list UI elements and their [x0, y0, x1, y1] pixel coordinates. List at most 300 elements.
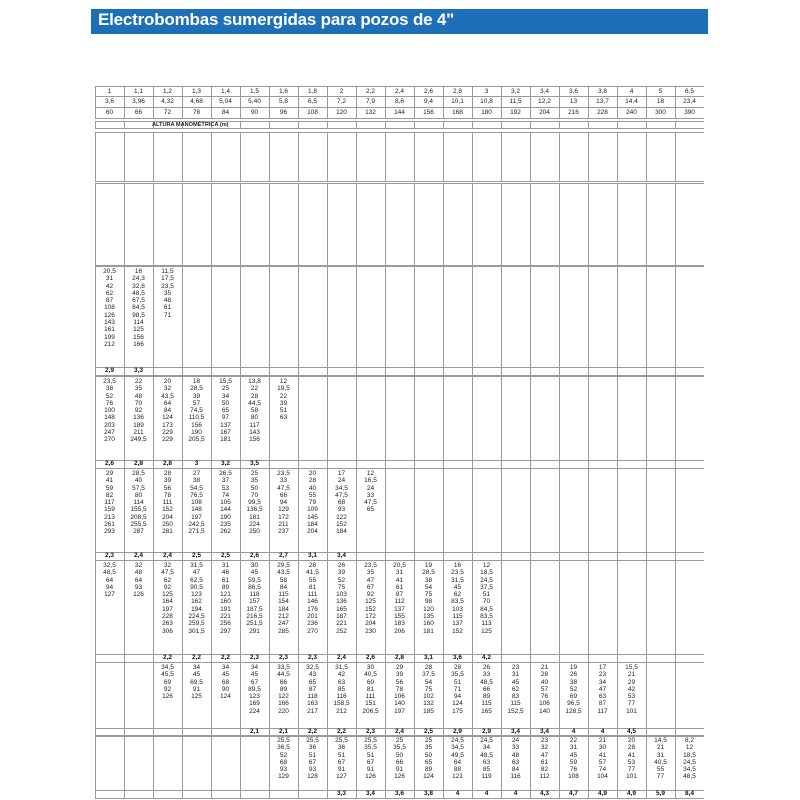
header-cell: 144	[394, 109, 405, 116]
grid-line	[240, 86, 241, 118]
table-cell: 28 37,5 54 75 102 132 185	[422, 664, 435, 715]
table-cell: 24,5 34 48,5 63 85 119	[480, 737, 493, 781]
grid-line	[298, 376, 299, 468]
grid-line	[559, 86, 560, 118]
table-subtotal: 3,5	[249, 460, 260, 467]
grid-line	[443, 121, 444, 128]
table-cell: 26,5 37 53 74 105 144 190 235 262	[219, 470, 232, 536]
table-subtotal: 2,2	[336, 728, 347, 735]
table-subtotal: 2,4	[336, 654, 347, 661]
grid-line	[443, 376, 444, 468]
grid-line	[298, 132, 299, 181]
grid-line	[211, 266, 212, 375]
header-cell: 3,8	[597, 88, 608, 95]
grid-line	[153, 183, 154, 265]
table-cell: 20 28 40 55 79 109 145 184 204	[307, 470, 318, 536]
grid-line	[327, 121, 328, 128]
header-cell: 156	[423, 109, 434, 116]
grid-line	[617, 266, 618, 375]
grid-line	[269, 266, 270, 375]
table-cell: 17 24 34,5 47,5 68 93 122 152 184	[335, 470, 348, 536]
table-subtotal: 4,9	[597, 790, 608, 797]
grid-line	[95, 266, 704, 267]
grid-line	[240, 183, 241, 265]
table-cell: 30 40,5 60 81 111 151 206,5	[362, 664, 379, 715]
grid-line	[588, 121, 589, 128]
table-cell: 20,5 31 41 61 87 112 137 155 183 206	[393, 562, 406, 635]
table-cell: 12 19,5 22 39 51 63	[277, 378, 290, 422]
grid-line	[472, 121, 473, 128]
grid-line	[95, 121, 96, 128]
table-cell: 12 16,5 24 33 47,5 65	[364, 470, 377, 514]
header-cell: 1,4	[220, 88, 231, 95]
grid-line	[356, 376, 357, 468]
header-cell: 8,6	[394, 98, 405, 105]
grid-line	[414, 121, 415, 128]
table-subtotal: 2,1	[278, 728, 289, 735]
header-cell: 1,3	[191, 88, 202, 95]
header-cell: 2,2	[365, 88, 376, 95]
table-subtotal: 3,4	[510, 728, 521, 735]
table-subtotal: 3,4	[336, 552, 347, 559]
table-subtotal: 2,6	[104, 460, 115, 467]
grid-line	[95, 132, 96, 181]
table-cell: 34 45 69,5 91 125	[190, 664, 203, 701]
header-cell: 5,8	[278, 98, 289, 105]
table-cell: 28 41,5 55 81 111 146 176 201 236 270	[306, 562, 319, 635]
grid-line	[95, 183, 96, 265]
grid-line	[472, 468, 473, 560]
header-cell: 1	[107, 88, 112, 95]
grid-line	[240, 266, 241, 375]
grid-line	[385, 468, 386, 560]
table-cell: 23 32 47 61 82 112	[539, 737, 550, 781]
grid-line	[182, 735, 183, 798]
grid-line	[646, 86, 647, 118]
header-cell: 4,32	[161, 98, 174, 105]
table-cell: 14,5 21 31 40,5 55 77	[654, 737, 667, 781]
header-cell: 108	[307, 109, 318, 116]
table-subtotal: 2,2	[220, 654, 231, 661]
table-cell: 15,5 25 34 50 65 97 137 167 181	[219, 378, 232, 444]
table-subtotal: 2,3	[104, 552, 115, 559]
table-cell: 19 26 38 52 69 96,5 128,5	[565, 664, 582, 715]
grid-line	[443, 468, 444, 560]
table-subtotal: 2,8	[162, 460, 173, 467]
grid-line	[675, 560, 676, 662]
page-title: Electrobombas sumergidas para pozos de 4"	[98, 10, 455, 29]
grid-line	[617, 183, 618, 265]
header-cell: 2	[339, 88, 344, 95]
table-subtotal: 4,7	[568, 790, 579, 797]
header-cell: 2,8	[452, 88, 463, 95]
table-cell: 22 35 48 70 92 136 189 211 249,5	[130, 378, 147, 444]
table-subtotal: 2,4	[162, 552, 173, 559]
grid-line	[95, 662, 704, 663]
grid-line	[617, 121, 618, 128]
table-cell: 19 28,5 38 54 75 98 120 135 160 181	[422, 562, 435, 635]
grid-line	[646, 376, 647, 468]
table-subtotal: 3,3	[133, 367, 144, 374]
table-cell: 24 33 48 63 84 116	[510, 737, 521, 781]
header-cell: 168	[452, 109, 463, 116]
grid-line	[95, 132, 704, 133]
table-subtotal: 2,2	[307, 728, 318, 735]
grid-line	[501, 132, 502, 181]
grid-line	[95, 468, 704, 469]
table-cell: 34 45 68 90 124	[220, 664, 231, 701]
grid-line	[211, 86, 212, 118]
table-cell: 13,8 22 28 44,5 58 80 117 143 156	[248, 378, 261, 444]
table-subtotal: 3,6	[394, 790, 405, 797]
grid-line	[153, 735, 154, 798]
table-cell: 33,5 44,5 66 89 122 166 220	[277, 664, 290, 715]
grid-line	[124, 86, 125, 118]
table-subtotal: 2,4	[394, 728, 405, 735]
grid-line	[501, 183, 502, 265]
table-subtotal: 2,5	[191, 552, 202, 559]
header-cell: 11,5	[509, 98, 522, 105]
header-cell: 1,5	[249, 88, 260, 95]
grid-line	[617, 376, 618, 468]
table-cell: 20 32 43,5 64 84 124 173 229 229	[161, 378, 174, 444]
table-subtotal: 4	[571, 728, 576, 735]
table-subtotal: 4	[600, 728, 605, 735]
grid-line	[414, 86, 415, 118]
table-cell: 34 45 67 89,5 123 169 224	[248, 664, 261, 715]
grid-line	[559, 121, 560, 128]
header-cell: 180	[481, 109, 492, 116]
grid-line	[443, 183, 444, 265]
table-subtotal: 2,1	[249, 728, 260, 735]
table-subtotal: 4,3	[539, 790, 550, 797]
unit-label: ALTURA MANOMÉTRICA (m)	[152, 122, 229, 128]
grid-line	[646, 121, 647, 128]
grid-line	[182, 183, 183, 265]
table-cell: 30 45 59,5 86,5 118 157 187,5 216,5 251,5 291	[246, 562, 263, 635]
table-cell: 16 23,5 31,5 45 62 83,5 103 115 137 152	[451, 562, 464, 635]
header-cell: 90	[250, 109, 259, 116]
header-cell: 1,2	[162, 88, 173, 95]
grid-line	[443, 266, 444, 375]
table-subtotal: 8,4	[684, 790, 695, 797]
grid-line	[414, 132, 415, 181]
table-subtotal: 4,2	[481, 654, 492, 661]
grid-line	[414, 376, 415, 468]
grid-line	[95, 86, 96, 118]
table-cell: 12 18,5 24,5 37,5 51 70 84,5 83,5 113 125	[480, 562, 493, 635]
header-cell: 60	[105, 109, 114, 116]
grid-line	[559, 183, 560, 265]
grid-line	[675, 183, 676, 265]
table-cell: 23,5 35 47 67 92 125 152 172 204 230	[364, 562, 377, 635]
grid-line	[501, 376, 502, 468]
table-cell: 34,5 45,5 69 92 126	[161, 664, 174, 701]
table-subtotal: 2,8	[133, 460, 144, 467]
grid-line	[153, 132, 154, 181]
grid-line	[240, 121, 241, 128]
grid-line	[182, 86, 183, 118]
header-cell: 96	[279, 109, 288, 116]
header-cell: 10,8	[480, 98, 493, 105]
table-subtotal: 4	[484, 790, 489, 797]
header-cell: 204	[539, 109, 550, 116]
grid-line	[124, 183, 125, 265]
grid-line	[675, 121, 676, 128]
grid-line	[414, 183, 415, 265]
grid-line	[501, 86, 502, 118]
grid-line	[95, 181, 704, 182]
grid-line	[385, 266, 386, 375]
grid-line	[559, 266, 560, 375]
grid-line	[530, 468, 531, 560]
table-cell: 28 35,5 51 71 94 124 175	[451, 664, 464, 715]
table-cell: 23 31 45 62 83 115 152,5	[507, 664, 524, 715]
header-cell: 3,6	[104, 98, 115, 105]
header-cell: 390	[684, 109, 695, 116]
table-cell: 25 35 50 65 89 124	[423, 737, 434, 781]
grid-line	[95, 376, 704, 377]
grid-line	[501, 468, 502, 560]
grid-line	[124, 735, 125, 798]
grid-line	[385, 183, 386, 265]
header-cell: 3	[484, 88, 489, 95]
grid-line	[240, 735, 241, 798]
grid-line	[124, 662, 125, 736]
table-subtotal: 2,2	[162, 654, 173, 661]
grid-line	[559, 468, 560, 560]
grid-line	[501, 121, 502, 128]
header-cell: 132	[365, 109, 376, 116]
header-cell: 72	[163, 109, 172, 116]
grid-line	[385, 376, 386, 468]
grid-line	[95, 798, 704, 799]
grid-line	[356, 132, 357, 181]
header-cell: 6,5	[684, 88, 695, 95]
header-cell: 1,1	[133, 88, 144, 95]
table-cell: 32 48 64 93 126	[133, 562, 144, 599]
grid-line	[356, 121, 357, 128]
header-cell: 216	[568, 109, 579, 116]
grid-line	[588, 376, 589, 468]
table-subtotal: 2,2	[191, 654, 202, 661]
grid-line	[95, 735, 704, 736]
table-cell: 25,5 36 51 67 91 127	[335, 737, 348, 781]
grid-line	[269, 132, 270, 181]
table-cell: 21 28 40 57 76 106 140	[539, 664, 550, 715]
grid-line	[530, 266, 531, 375]
grid-line	[617, 560, 618, 662]
table-cell: 25,5 36 51 67 93 128	[306, 737, 319, 781]
grid-line	[559, 560, 560, 662]
table-subtotal: 2,6	[249, 552, 260, 559]
table-cell: 29,5 43,5 58 84 115 154 184 212 247 285	[277, 562, 290, 635]
table-subtotal: 4	[513, 790, 518, 797]
grid-line	[269, 183, 270, 265]
table-subtotal: 2,3	[307, 654, 318, 661]
grid-line	[617, 468, 618, 560]
table-cell: 32,5 48,5 64 94 127	[103, 562, 116, 599]
grid-line	[501, 266, 502, 375]
grid-line	[530, 183, 531, 265]
table-subtotal: 3,2	[220, 460, 231, 467]
header-cell: 1,8	[307, 88, 318, 95]
grid-line	[675, 132, 676, 181]
table-cell: 17 23 34 47 63 87 117	[597, 664, 608, 715]
grid-line	[153, 86, 154, 118]
table-subtotal: 3,1	[423, 654, 434, 661]
header-cell: 5	[658, 88, 663, 95]
grid-line	[646, 662, 647, 736]
header-cell: 3,6	[568, 88, 579, 95]
table-subtotal: 4,9	[626, 790, 637, 797]
grid-line	[646, 560, 647, 662]
table-cell: 29 39 56 78 106 140 197	[394, 664, 405, 715]
grid-line	[675, 468, 676, 560]
header-cell: 13	[569, 98, 578, 105]
grid-line	[385, 132, 386, 181]
table-cell: 11,5 17,5 23,5 35 48 61 71	[161, 268, 174, 319]
grid-line	[472, 183, 473, 265]
grid-line	[588, 86, 589, 118]
grid-line	[472, 266, 473, 375]
header-cell: 228	[597, 109, 608, 116]
table-subtotal: 4,5	[626, 728, 637, 735]
grid-line	[356, 183, 357, 265]
grid-line	[646, 132, 647, 181]
table-cell: 24,5 34,5 49,5 64 88 121	[451, 737, 464, 781]
grid-line	[588, 468, 589, 560]
table-subtotal: 4	[455, 790, 460, 797]
table-cell: 25 35,5 50 66 91 126	[393, 737, 406, 781]
table-cell: 32 47,5 62 92 125 164 197 228 263 306	[161, 562, 174, 635]
header-cell: 4,68	[190, 98, 203, 105]
grid-line	[385, 121, 386, 128]
grid-line	[646, 266, 647, 375]
table-subtotal: 2,9	[481, 728, 492, 735]
grid-line	[327, 86, 328, 118]
grid-line	[559, 132, 560, 181]
table-cell: 20,5 31 42 62 87 108 126 143 161 199 212	[103, 268, 116, 348]
table-cell: 29 41 59 82 117 159 213 261 293	[104, 470, 115, 536]
table-subtotal: 2,9	[452, 728, 463, 735]
grid-line	[617, 132, 618, 181]
performance-table	[95, 0, 704, 800]
table-cell: 18 28,5 39 57 74,5 110,5 156 190 205,5	[188, 378, 205, 444]
table-subtotal: 3,4	[365, 790, 376, 797]
table-cell: 8,2 12 18,5 24,5 34,5 48,5	[683, 737, 696, 781]
grid-line	[269, 86, 270, 118]
grid-line	[675, 86, 676, 118]
grid-line	[95, 118, 704, 119]
header-cell: 5,40	[248, 98, 261, 105]
table-subtotal: 3,1	[307, 552, 318, 559]
header-cell: 12,2	[538, 98, 551, 105]
table-subtotal: 2,9	[104, 367, 115, 374]
grid-line	[414, 468, 415, 560]
table-cell: 25,5 35,5 51 67 91 126	[364, 737, 377, 781]
header-cell: 2,4	[394, 88, 405, 95]
header-cell: 3,4	[539, 88, 550, 95]
header-cell: 3,96	[132, 98, 145, 105]
table-subtotal: 2,8	[394, 654, 405, 661]
table-subtotal: 2,3	[365, 728, 376, 735]
header-cell: 7,2	[336, 98, 347, 105]
grid-line	[675, 662, 676, 736]
table-subtotal: 2,5	[423, 728, 434, 735]
header-cell: 4	[629, 88, 634, 95]
grid-line	[95, 128, 704, 129]
grid-line	[646, 183, 647, 265]
grid-line	[95, 367, 704, 368]
table-subtotal: 5,9	[655, 790, 666, 797]
header-cell: 7,9	[365, 98, 376, 105]
table-subtotal: 3,6	[452, 654, 463, 661]
grid-line	[588, 560, 589, 662]
grid-line	[443, 86, 444, 118]
grid-line	[356, 266, 357, 375]
table-subtotal: 2,7	[278, 552, 289, 559]
header-cell: 3,2	[510, 88, 521, 95]
grid-line	[95, 662, 96, 736]
table-cell: 23,5 38 52 76 100 148 203 247 270	[103, 378, 116, 444]
grid-line	[617, 86, 618, 118]
table-subtotal: 2,3	[278, 654, 289, 661]
grid-line	[472, 86, 473, 118]
grid-line	[182, 132, 183, 181]
header-cell: 300	[655, 109, 666, 116]
grid-line	[95, 735, 96, 798]
header-cell: 10,1	[451, 98, 464, 105]
grid-line	[211, 735, 212, 798]
header-cell: 66	[134, 109, 143, 116]
table-cell: 27 38 54,5 76,5 108 148 197 242,5 271,5	[188, 470, 205, 536]
grid-line	[501, 560, 502, 662]
header-cell: 5,04	[219, 98, 232, 105]
table-cell: 21 30 41 57 74 104	[597, 737, 608, 781]
grid-line	[414, 266, 415, 375]
table-cell: 31,5 42 63 85 116 158,5 212	[333, 664, 350, 715]
grid-line	[327, 266, 328, 375]
header-cell: 6,5	[307, 98, 318, 105]
grid-line	[327, 132, 328, 181]
table-subtotal: 2,4	[133, 552, 144, 559]
table-cell: 15,5 21 29 42 53 77 101	[625, 664, 638, 715]
grid-line	[211, 183, 212, 265]
table-cell: 20 28 41 53 77 101	[626, 737, 637, 781]
grid-line	[530, 376, 531, 468]
header-cell: 192	[510, 109, 521, 116]
grid-line	[211, 132, 212, 181]
grid-line	[559, 376, 560, 468]
grid-line	[588, 132, 589, 181]
header-cell: 78	[192, 109, 201, 116]
grid-line	[646, 468, 647, 560]
grid-line	[472, 132, 473, 181]
table-cell: 25 35 50 70 99,5 136,5 181 224 250	[246, 470, 263, 536]
grid-line	[675, 376, 676, 468]
header-cell: 23,4	[683, 98, 696, 105]
table-cell: 16 24,3 32,8 48,5 67,5 84,5 98,5 114 125 156 166	[132, 268, 145, 348]
grid-line	[298, 86, 299, 118]
header-cell: 18	[656, 98, 665, 105]
header-cell: 1,6	[278, 88, 289, 95]
grid-line	[298, 121, 299, 128]
table-subtotal: 2,6	[365, 654, 376, 661]
header-cell: 84	[221, 109, 230, 116]
header-cell: 240	[626, 109, 637, 116]
grid-line	[327, 183, 328, 265]
